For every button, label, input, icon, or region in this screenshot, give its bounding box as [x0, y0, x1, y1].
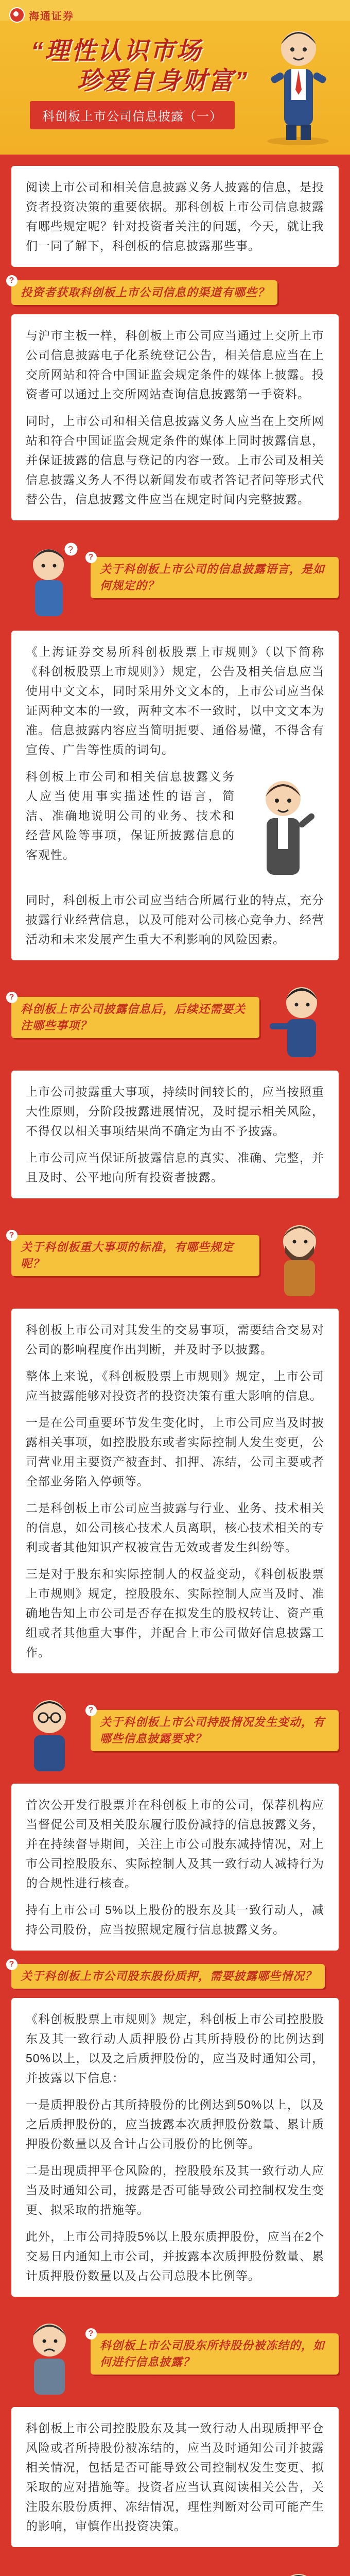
answer-paragraph: 《上海证券交易所科创板股票上市规则》（以下简称《科创板股票上市规则》）规定，公告及相关信息应当使用中文文本，同时采用外文文本的，上市公司应当保证两种文本的一致，两种文本不一致时，以中文文本为准。信息披露内容应当简明扼要、通俗易懂，不得含有宣传、广告等性质的词句。 — [26, 645, 324, 756]
answer-paragraph: 科创板上市公司对其发生的交易事项，需要结合交易对公司的影响程度作出判断，并及时予以披露。 — [26, 1323, 324, 1356]
thinking-man-icon — [18, 534, 84, 621]
answer-paragraph: 二是出现质押平仓风险的，控股股东及其一致行动人应当及时通知公司，披露是否可能导致公司控制权发生变更、拟采取的措施等。 — [26, 2164, 324, 2216]
answer-panel — [11, 1784, 339, 1951]
question-badge: ? 关于科创板上市公司持股情况发生变动，有哪些信息披露要求？ — [91, 1710, 339, 1751]
answer-panel — [11, 631, 339, 960]
answer-paragraph: 同时，上市公司和相关信息披露义务人应当在上交所网站和符合中国证监会规定条件的媒体上同时披露信息，并保证披露的信息与登记的内容一致。上市公司及相关信息披露义务人不得以新闻发布或者答记者问等形式代替公告，信息披露文件应当在规定时间内完整披露。 — [26, 414, 324, 506]
question-badge: ? 科创板上市公司披露信息后，后续还需要关注哪些事项？ — [11, 997, 259, 1038]
answer-paragraph: 上市公司应当保证所披露信息的真实、准确、完整，并且及时、公平地向所有投资者披露。 — [26, 1151, 324, 1184]
question-banner — [11, 2310, 339, 2398]
article-subtitle: 科创板上市公司信息披露（一） — [30, 101, 235, 129]
intro-panel — [11, 166, 339, 267]
worried-man-icon — [18, 2310, 84, 2398]
answer-paragraph: 整体上来说，《科创板股票上市规则》规定，上市公司应当披露能够对投资者的投资决策有重大影响的信息。 — [26, 1369, 324, 1402]
question-banner — [11, 1212, 339, 1299]
answer-paragraph: 一是质押股份占其所持股份的比例达到50%以上，以及之后质押股份的，应当披露本次质押股份数量、累计质押股份数量以及合计占公司股份的比例等。 — [26, 2098, 324, 2150]
advisor-character-illustration — [242, 767, 324, 890]
pointing-man-icon — [266, 974, 332, 1061]
answer-paragraph: 二是科创板上市公司应当披露与行业、业务、技术相关的信息，如公司核心技术人员离职，核心技术相关的专利或者其他知识产权被宣告无效或者发生纠纷等。 — [26, 1501, 324, 1554]
answer-paragraph: 此外，上市公司持股5%以上股东质押股份，应当在2个交易日内通知上市公司，并披露本次质押股份数量、累计质押股份数量以及占公司总股本比例等。 — [26, 2230, 324, 2282]
brand — [9, 7, 74, 23]
answer-panel — [11, 1998, 339, 2297]
answer-paragraph: 与沪市主板一样，科创板上市公司应当通过上交所上市公司信息披露电子化系统登记公告，相关信息应当在上交所网站和符合中国证监会规定条件的媒体上披露。投资者可以通过上交所网站查询信息披露第一手资料。 — [26, 329, 324, 401]
question-badge: ? 关于科创板上市公司的信息披露语言，是如何规定的？ — [91, 557, 339, 598]
question-badge: ? 投资者获取科创板上市公司信息的渠道有哪些？ — [11, 280, 277, 305]
presenter-man-icon — [266, 2561, 332, 2576]
headline-line-2: 珍爱自身财富” — [77, 67, 249, 95]
question-badge: ? 关于科创板上市公司股东股份质押，需要披露哪些情况？ — [11, 1964, 325, 1989]
answer-panel — [11, 2407, 339, 2547]
bearded-man-icon — [266, 1212, 332, 1299]
answer-paragraph: 科创板上市公司控股股东及其一致行动人出现质押平仓风险或者所持股份被冻结的，应当及时通知公司并披露相关情况，包括是否可能导致公司控制权发生变更、拟采取的应对措施等。投资者应当认真阅读相关公告，关注股东股份质押、冻结情况，理性判断对公司可能产生的影响，审慎作出投资决策。 — [26, 2421, 324, 2533]
question-badge: ? 科创板上市公司股东所持股份被冻结的，如何进行信息披露？ — [91, 2333, 339, 2375]
answer-paragraph: 上市公司披露重大事项，持续时间较长的，应当按照重大性原则，分阶段披露进展情况，及时提示相关风险，不得仅以相关事项结果尚不确定为由不予披露。 — [26, 1085, 324, 1138]
question-banner — [11, 1964, 339, 1989]
brand-logo-icon — [9, 7, 25, 23]
answer-panel — [11, 1309, 339, 1673]
header-banner — [0, 0, 350, 155]
question-banner — [11, 534, 339, 621]
headline-line-1: “理性认识市场 — [31, 38, 203, 65]
answer-panel — [11, 314, 339, 520]
question-badge: ? 关于科创板重大事项的标准，有哪些规定呢？ — [11, 1235, 259, 1276]
question-banner — [11, 280, 339, 305]
question-banner — [11, 2561, 339, 2576]
question-banner — [11, 1687, 339, 1774]
answer-paragraph: 一是在公司重要环节发生变化时，上市公司应当及时披露相关事项，如控股股东或者实际控制人发生变更，公司营业用主要资产被查封、扣押、冻结，公司主要或者全部业务陷入停顿等。 — [26, 1416, 324, 1488]
intro-paragraph: 阅读上市公司和相关信息披露义务人披露的信息，是投资者投资决策的重要依据。那科创板上市公司信息披露有哪些规定呢？针对投资者关注的问题，今天，就让我们一同了解下，科创板的信息披露那些事。 — [26, 180, 324, 252]
answer-paragraph: 科创板上市公司和相关信息披露义务人应当使用事实描述性的语言，简洁、准确地说明公司的业务、技术和经营风险等事项，保证所披露信息的客观性。 — [26, 770, 235, 861]
glasses-man-icon — [18, 1687, 84, 1774]
answer-split — [26, 767, 324, 890]
question-banner — [11, 974, 339, 1061]
answer-paragraph: 《科创板股票上市规则》规定，科创板上市公司控股股东及其一致行动人质押股份占其所持股份的比例达到50%以上，以及之后质押股份的，应当及时通知公司，并披露以下信息： — [26, 2012, 324, 2084]
answer-paragraph: 同时，科创板上市公司应当结合所属行业的特点，充分披露行业经营信息，以及可能对公司核心竞争力、经营活动和未来发展产生重大不利影响的风险因素。 — [26, 893, 324, 946]
answer-paragraph: 三是对于股东和实际控制人的权益变动，《科创板股票上市规则》规定，控股股东、实际控制人应当及时、准确地告知上市公司是否存在拟发生的股权转让、资产重组或者其他重大事件，并配合上市公司做好信息披露工作。 — [26, 1567, 324, 1659]
answer-paragraph: 持有上市公司 5%以上股份的股东及其一致行动人，减持公司股份，应当按照规定履行信息披露义务。 — [26, 1903, 324, 1936]
brand-name: 海通证券 — [29, 10, 74, 22]
investor-character-illustration — [259, 12, 337, 146]
svg-text:?: ? — [68, 545, 74, 555]
answer-paragraph: 首次公开发行股票并在科创板上市的公司，保荐机构应当督促公司及相关股东履行股份减持的信息披露义务，并在持续督导期间，关注上市公司股东减持情况，对上市公司控股股东、实际控制人及其一致行动人减持行为的合规性进行核查。 — [26, 1798, 324, 1890]
answer-panel — [11, 1071, 339, 1198]
